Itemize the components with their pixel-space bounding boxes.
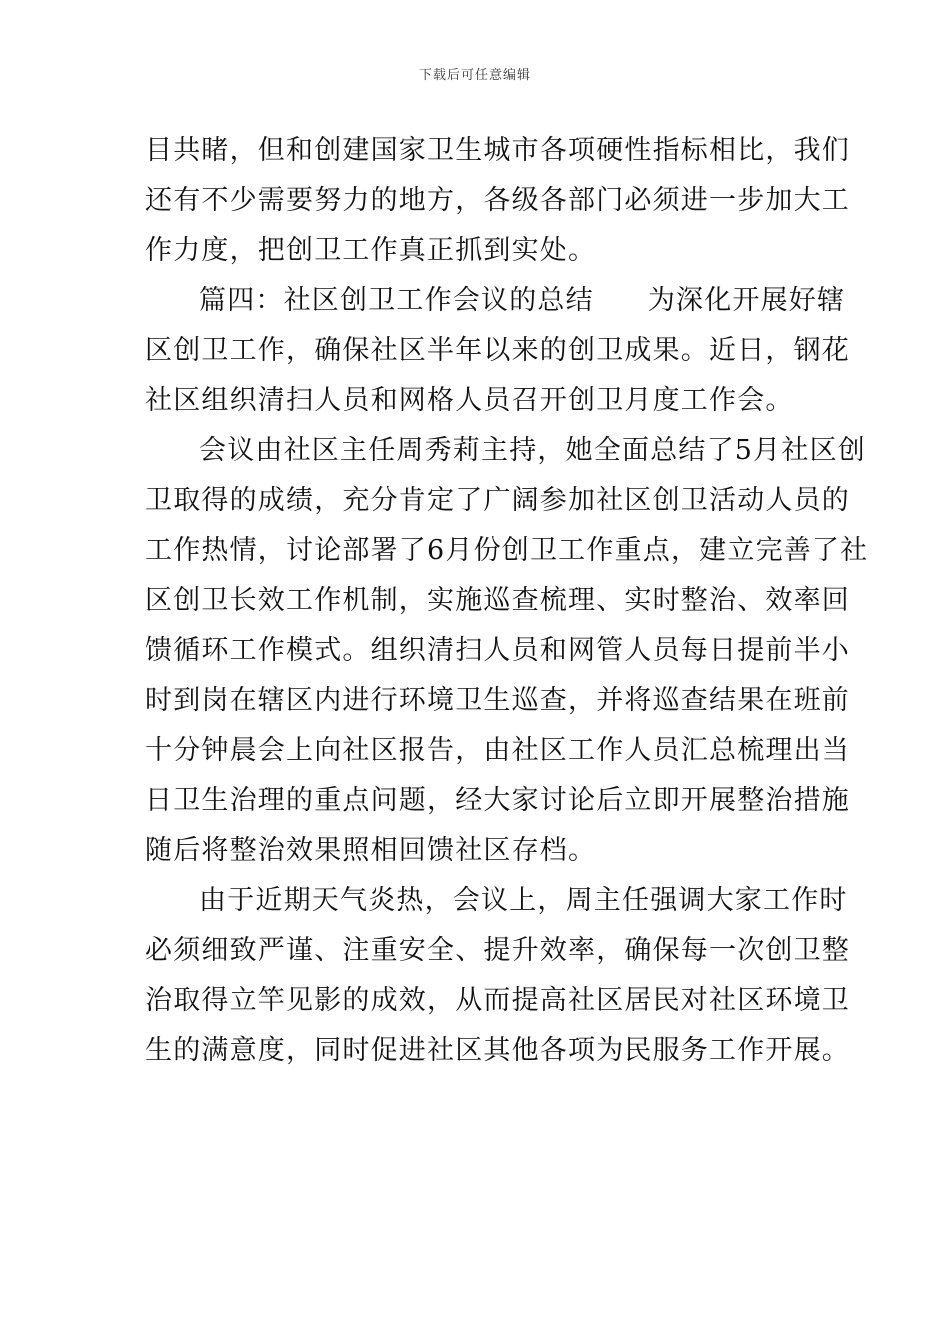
text-line: 工作热情，讨论部署了6月份创卫工作重点，建立完善了社 [145, 535, 869, 566]
text-line: 十分钟晨会上向社区报告，由社区工作人员汇总梳理出当 [145, 735, 850, 766]
section-heading-line [145, 276, 846, 326]
section-heading: 篇四：社区创卫工作会议的总结 [199, 285, 594, 316]
text-line: 时到岗在辖区内进行环境卫生巡查，并将巡查结果在班前 [145, 685, 850, 716]
paragraph-start-line: 会议由社区主任周秀莉主持，她全面总结了5月社区创 [199, 435, 866, 466]
text-line: 卫取得的成绩，充分肯定了广阔参加社区创卫活动人员的 [145, 485, 850, 516]
text-line: 目共睹，但和创建国家卫生城市各项硬性指标相比，我们 [145, 135, 850, 166]
text-line: 还有不少需要努力的地方，各级各部门必须进一步加大工 [145, 185, 850, 216]
text-line: 作力度，把创卫工作真正抓到实处。 [145, 235, 597, 266]
text-line: 治取得立竿见影的成效，从而提高社区居民对社区环境卫 [145, 985, 850, 1016]
text-line: 必须细致严谨、注重安全、提升效率，确保每一次创卫整 [145, 935, 850, 966]
document-body [145, 126, 869, 1076]
text-line: 社区组织清扫人员和网格人员召开创卫月度工作会。 [145, 385, 794, 416]
text-line: 馈循环工作模式。组织清扫人员和网管人员每日提前半小 [145, 635, 850, 666]
text-line-continuation: 为深化开展好辖 [647, 285, 846, 316]
text-line: 随后将整治效果照相回馈社区存档。 [145, 835, 597, 866]
paragraph-start-line: 由于近期天气炎热，会议上，周主任强调大家工作时 [199, 885, 848, 916]
text-line: 区创卫工作，确保社区半年以来的创卫成果。近日，钢花 [145, 335, 850, 366]
text-line: 日卫生治理的重点问题，经大家讨论后立即开展整治措施 [145, 785, 850, 816]
page-header-note: 下载后可任意编辑 [418, 68, 531, 83]
text-line: 生的满意度，同时促进社区其他各项为民服务工作开展。 [145, 1035, 850, 1066]
text-line: 区创卫长效工作机制，实施巡查梳理、实时整治、效率回 [145, 585, 850, 616]
